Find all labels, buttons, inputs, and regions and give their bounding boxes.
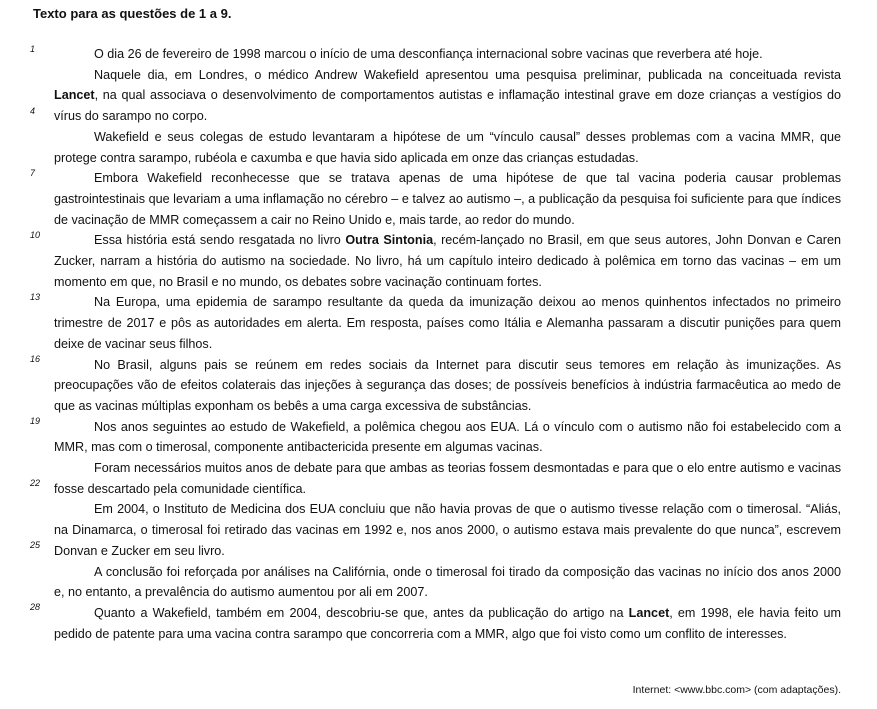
line-number: 28 [30,602,41,612]
text-heading: Texto para as questões de 1 a 9. [33,6,232,21]
paragraph-text: Embora Wakefield reconhecesse que se tratava apenas de uma hipótese de que tal vacina poderia causar problemas gastrointestinais que levariam a uma inflamação no cérebro – e talvez ao autismo –, a publicação da pesquisa foi suficiente para que índices de vacinação de MMR começassem a cair no Reino Unido e, mais tarde, ao redor do mundo. [54,171,841,227]
paragraph [54,355,841,417]
bold-title-text: Lancet [54,88,95,103]
paragraph [54,417,841,458]
paragraph [54,499,841,561]
paragraph [54,562,841,603]
source-citation: Internet: <www.bbc.com> (com adaptações). [632,684,841,696]
line-number: 10 [30,230,41,240]
paragraph-text: A conclusão foi reforçada por análises na Califórnia, onde o timerosal foi tirado da composição das vacinas no início dos anos 2000 e, no entanto, a prevalência do autismo aumentou por ali em 2007. [54,564,841,600]
line-number: 13 [30,292,41,302]
line-number: 4 [30,106,36,116]
paragraph-text: Foram necessários muitos anos de debate para que ambas as teorias fossem desmontadas e para que o elo entre autismo e vacinas fosse descartado pela comunidade científica. [54,461,841,496]
line-number: 7 [30,168,36,178]
paragraph [54,168,841,230]
paragraph-text: Na Europa, uma epidemia de sarampo resultante da queda da imunização deixou ao menos quinhentos infectados no primeiro trimestre de 2017 e pôs as autoridades em alerta. Em resposta, países como Itália e Alemanha passaram a discutir punições para quem deixe de vacinar seus filhos. [54,295,841,351]
paragraph [54,458,841,499]
line-number: 22 [30,478,41,488]
paragraph-text: Nos anos seguintes ao estudo de Wakefield, a polêmica chegou aos EUA. Lá o vínculo com o autismo não foi estabelecido com a MMR, mas com o timerosal, componente antibactericida presente em algumas vacinas. [54,419,841,455]
paragraph-text: No Brasil, alguns pais se reúnem em redes sociais da Internet para discutir seus temores em relação às imunizações. As preocupações vão de efeitos colaterais das injeções à segurança das doses; de possíveis benefícios à indústria farmacêutica ao medo de que as vacinas múltiplas exponham os bebês a uma carga excessiva de substâncias. [54,357,841,413]
bold-title-text: Outra Sintonia [345,233,434,248]
paragraph-text: Em 2004, o Instituto de Medicina dos EUA concluiu que não havia provas de que o autismo tivesse relação com o timerosal. “Aliás, na Dinamarca, o timerosal foi retirado das vacinas em 1992 e, nos anos 2000, o autismo estava mais prevalente do que nunca”, escrevem Donvan e Zucker em seu livro. [54,502,841,558]
paragraph-text: Essa história está sendo resgatada no livro [94,233,346,248]
paragraph-text: , na qual associava o desenvolvimento de comportamentos autistas e inflamação intestinal grave em doze crianças a vestígios do vírus do sarampo no corpo. [54,88,841,124]
bold-title-text: Lancet [628,605,670,620]
text-body [54,44,841,644]
line-number: 1 [30,44,36,54]
paragraph-text: O dia 26 de fevereiro de 1998 marcou o início de uma desconfiança internacional sobre vacinas que reverbera até hoje. [94,47,763,61]
line-number: 25 [30,540,41,550]
paragraph [54,65,841,127]
paragraph-text: Quanto a Wakefield, também em 2004, descobriu-se que, antes da publicação do artigo na [94,605,629,620]
paragraph-text: Wakefield e seus colegas de estudo levantaram a hipótese de um “vínculo causal” desses problemas com a vacina MMR, que protege contra sarampo, rubéola e caxumba e que havia sido aplicada em onze das crianças estudadas. [54,129,841,165]
line-number: 19 [30,416,41,426]
paragraph [54,127,841,168]
line-number: 16 [30,354,41,364]
paragraph [54,603,841,644]
paragraph [54,292,841,354]
paragraph-text: , recém-lançado no Brasil, em que seus autores, John Donvan e Caren Zucker, narram a história do autismo na sociedade. No livro, há um capítulo inteiro dedicado à polêmica em torno das vacinas – em um momento em que, no Brasil e no mundo, os debates sobre vacinação continuam fortes. [54,233,841,289]
paragraph-text: , em 1998, ele havia feito um pedido de patente para uma vacina contra sarampo que concorreria com a MMR, algo que foi visto como um conflito de interesses. [54,605,841,641]
paragraph [54,44,841,65]
paragraph-text: Naquele dia, em Londres, o médico Andrew Wakefield apresentou uma pesquisa preliminar, publicada na conceituada revista [94,67,841,82]
paragraph [54,230,841,292]
